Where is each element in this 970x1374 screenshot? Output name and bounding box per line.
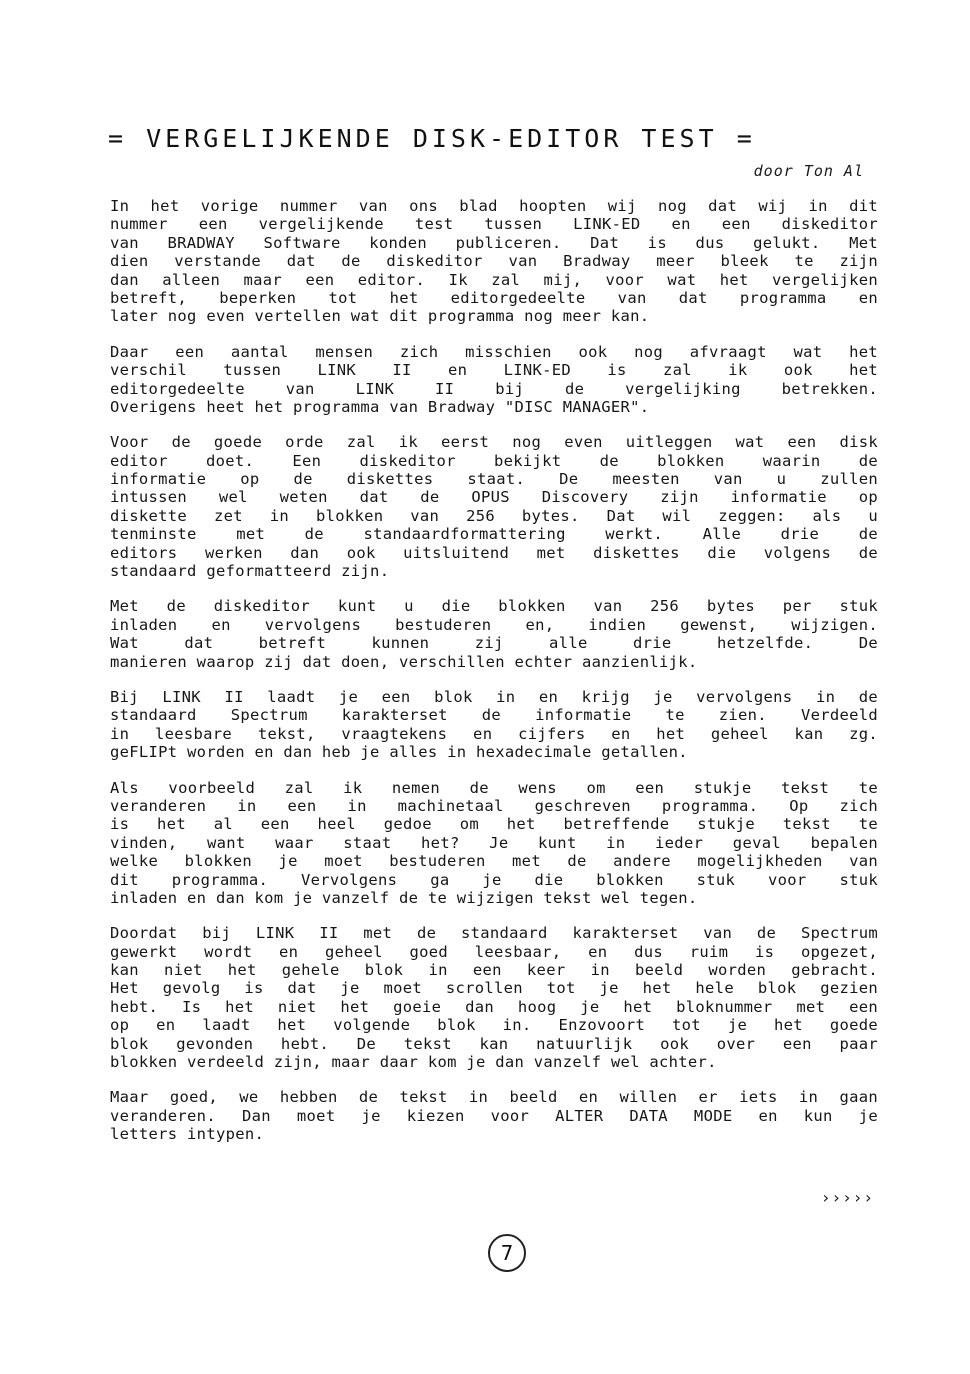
paragraph <box>110 343 878 417</box>
text-line: editorgedeelte van LINK II bij de vergelijking betrekken. <box>110 379 878 398</box>
text-line: van BRADWAY Software konden publiceren. Dat is dus gelukt. Met <box>110 233 878 252</box>
text-line: Overigens heet het programma van Bradway "DISC MANAGER". <box>110 397 650 416</box>
text-line: manieren waarop zij dat doen, verschillen echter aanzienlijk. <box>110 652 698 671</box>
text-line: geFLIPt worden en dan heb je alles in hexadecimale getallen. <box>110 743 688 762</box>
text-line: Met de diskeditor kunt u die blokken van 256 bytes per stuk <box>110 597 878 616</box>
text-line: editor doet. Een diskeditor bekijkt de blokken waarin de <box>110 451 878 470</box>
text-line: later nog even vertellen wat dit programma nog meer kan. <box>110 307 650 326</box>
text-line: veranderen in een in machinetaal geschreven programma. Op zich <box>110 796 878 815</box>
text-line: informatie op de diskettes staat. De meesten van u zullen <box>110 470 878 489</box>
text-line: Bij LINK II laadt je een blok in en krijg je vervolgens in de <box>110 687 878 706</box>
text-line: Wat dat betreft kunnen zij alle drie hetzelfde. De <box>110 634 878 653</box>
text-line: dan alleen maar een editor. Ik zal mij, voor wat het vergelijken <box>110 270 878 289</box>
text-line: dien verstande dat de diskeditor van Bradway meer bleek te zijn <box>110 252 878 271</box>
text-line: Het gevolg is dat je moet scrollen tot je het hele blok gezien <box>110 979 878 998</box>
text-line: Als voorbeeld zal ik nemen de wens om een stukje tekst te <box>110 778 878 797</box>
continuation-mark: ››››› <box>820 1188 874 1207</box>
text-line: is het al een heel gedoe om het betreffende stukje tekst te <box>110 815 878 834</box>
text-line: in leesbare tekst, vraagtekens en cijfers en het geheel kan zg. <box>110 724 878 743</box>
text-line: diskette zet in blokken van 256 bytes. Dat wil zeggen: als u <box>110 506 878 525</box>
text-line: Doordat bij LINK II met de standaard karakterset van de Spectrum <box>110 924 878 943</box>
text-line: welke blokken je moet bestuderen met de andere mogelijkheden van <box>110 852 878 871</box>
text-line: tenminste met de standaardformattering werkt. Alle drie de <box>110 525 878 544</box>
text-line: nummer een vergelijkende test tussen LINK-ED en een diskeditor <box>110 215 878 234</box>
text-line: hebt. Is het niet het goeie dan hoog je het bloknummer met een <box>110 997 878 1016</box>
text-line: betreft, beperken tot het editorgedeelte van dat programma en <box>110 288 878 307</box>
text-line: kan niet het gehele blok in een keer in beeld worden gebracht. <box>110 961 878 980</box>
text-line: standaard Spectrum karakterset de informatie te zien. Verdeeld <box>110 706 878 725</box>
article-title: = VERGELIJKENDE DISK-EDITOR TEST = <box>108 124 756 153</box>
text-line: editors werken dan ook uitsluitend met diskettes die volgens de <box>110 543 878 562</box>
paragraph <box>110 779 878 908</box>
text-line: gewerkt wordt en geheel goed leesbaar, en dus ruim is opgezet, <box>110 942 878 961</box>
paragraph <box>110 597 878 671</box>
page-number: 7 <box>488 1234 526 1272</box>
text-line: op en laadt het volgende blok in. Enzovoort tot je het goede <box>110 1016 878 1035</box>
paragraph <box>110 1088 878 1143</box>
paragraph <box>110 924 878 1071</box>
text-line: Maar goed, we hebben de tekst in beeld en willen er iets in gaan <box>110 1088 878 1107</box>
text-line: blok gevonden hebt. De tekst kan natuurlijk ook over een paar <box>110 1034 878 1053</box>
text-line: vinden, want waar staat het? Je kunt in ieder geval bepalen <box>110 833 878 852</box>
paragraph <box>110 197 878 326</box>
text-line: veranderen. Dan moet je kiezen voor ALTER DATA MODE en kun je <box>110 1106 878 1125</box>
text-line: inladen en dan kom je vanzelf de te wijzigen tekst wel tegen. <box>110 888 698 907</box>
text-line: dit programma. Vervolgens ga je die blokken stuk voor stuk <box>110 870 878 889</box>
article-body <box>110 197 878 1161</box>
text-line: intussen wel weten dat de OPUS Discovery zijn informatie op <box>110 488 878 507</box>
text-line: Voor de goede orde zal ik eerst nog even uitleggen wat een disk <box>110 433 878 452</box>
text-line: standaard geformatteerd zijn. <box>110 562 390 581</box>
text-line: blokken verdeeld zijn, maar daar kom je dan vanzelf wel achter. <box>110 1053 717 1072</box>
article-byline: door Ton Al <box>753 162 864 180</box>
text-line: verschil tussen LINK II en LINK-ED is zal ik ook het <box>110 361 878 380</box>
text-line: In het vorige nummer van ons blad hoopten wij nog dat wij in dit <box>110 197 878 215</box>
text-line: Daar een aantal mensen zich misschien ook nog afvraagt wat het <box>110 342 878 361</box>
text-line: letters intypen. <box>110 1125 265 1144</box>
paragraph <box>110 433 878 580</box>
paragraph <box>110 688 878 762</box>
text-line: inladen en vervolgens bestuderen en, indien gewenst, wijzigen. <box>110 615 878 634</box>
